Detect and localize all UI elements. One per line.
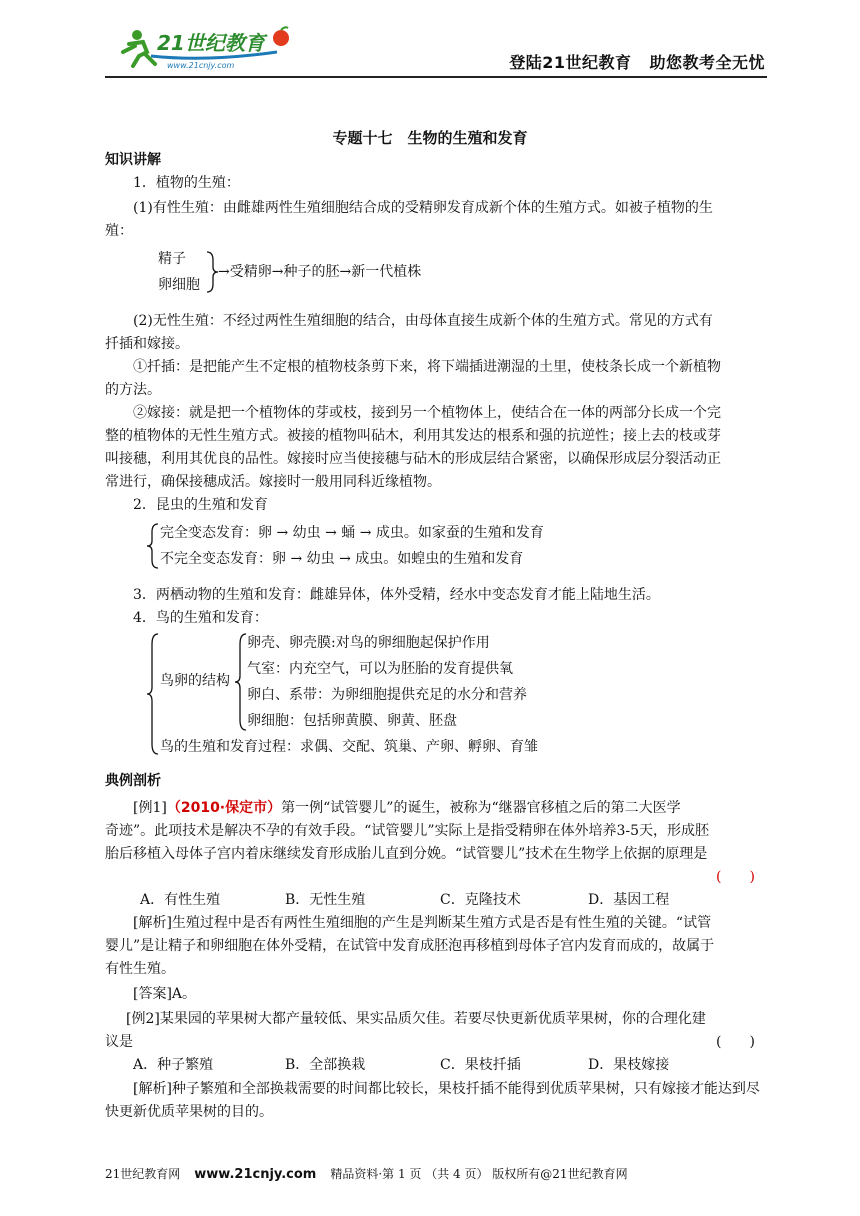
- ex1-answer: [答案]A。: [133, 986, 197, 1002]
- para-cutting-1: ①扦插：是把能产生不定根的植物枝条剪下来，将下端插进潮湿的土里，使枝条长成一个新植物: [133, 359, 721, 375]
- para-asexual-2: 扦插和嫁接。: [105, 336, 189, 352]
- ex2-analysis-2: 快更新优质苹果树的目的。: [105, 1104, 273, 1120]
- footer-site-link[interactable]: www.21cnjy.com: [194, 1167, 317, 1182]
- para-sexual-1: (1)有性生殖：由雌雄两性生殖细胞结合成的受精卵发育成新个体的生殖方式。如被子植物的生: [133, 200, 713, 216]
- para-bird: 4．鸟的生殖和发育：: [133, 610, 268, 626]
- bird-process: 鸟的生殖和发育过程：求偶、交配、筑巢、产卵、孵卵、育雏: [160, 739, 538, 755]
- logo: [117, 26, 297, 72]
- ex1-analysis-3: 有性生殖。: [105, 961, 175, 977]
- ex1-prefix: [例1]: [133, 800, 167, 816]
- apple-icon: [273, 30, 289, 46]
- para-grafting-3: 叫接穗，利用其优良的品性。嫁接时应当使接穗与砧木的形成层结合紧密，以确保形成层分裂活动正: [105, 451, 721, 467]
- ex2-analysis-1: [解析]种子繁殖和全部换栽需要的时间都比较长，果枝扦插不能得到优质苹果树，只有嫁接才能达到尽: [133, 1081, 760, 1097]
- bird-outer-brace: [146, 632, 160, 756]
- ex2-option-d: D．果枝嫁接: [588, 1057, 670, 1073]
- ex1-answer-paren: ( ): [716, 869, 755, 885]
- ex1-line-3: 胎后移植入母体子宫内着床继续发育形成胎儿直到分娩。“试管婴儿”技术在生物学上依据的原理是: [105, 846, 708, 862]
- logo-text: 21世纪教育: [157, 31, 265, 55]
- runner-icon: [123, 30, 155, 66]
- diag-egg: 卵细胞: [158, 277, 200, 293]
- bird-item-1: 卵壳、卵壳膜:对鸟的卵细胞起保护作用: [247, 635, 490, 651]
- section-examples: 典例剖析: [105, 773, 161, 789]
- header-slogan: [509, 50, 765, 73]
- footer-right: 精品资料·第 1 页 （共 4 页） 版权所有@21世纪教育网: [330, 1167, 628, 1181]
- para-sexual-2: 殖：: [105, 223, 133, 239]
- ex2-option-b: B．全部换栽: [285, 1057, 366, 1073]
- para-amphibian: 3．两栖动物的生殖和发育：雌雄异体，体外受精，经水中变态发育才能上陆地生活。: [133, 587, 660, 603]
- slogan-left: 登陆21世纪教育: [509, 53, 632, 72]
- footer-left: 21世纪教育网: [105, 1167, 181, 1181]
- diag-sperm: 精子: [158, 251, 186, 267]
- bird-structure-label: 鸟卵的结构: [160, 673, 230, 689]
- insect-brace: [146, 522, 160, 570]
- ex1-option-a: A．有性生殖: [140, 892, 221, 908]
- ex1-source: （2010·保定市）: [166, 800, 282, 816]
- ex1-line-1: [133, 797, 681, 819]
- para-plant-reproduction: 1．植物的生殖：: [133, 175, 240, 191]
- page-header: [105, 24, 767, 78]
- ex1-text-1: 第一例“试管婴儿”的诞生，被称为“继器官移植之后的第二大医学: [281, 800, 681, 816]
- bird-inner-brace: [234, 632, 248, 732]
- bird-item-3: 卵白、系带：为卵细胞提供充足的水分和营养: [247, 687, 527, 703]
- para-insect: 2．昆虫的生殖和发育: [133, 497, 268, 513]
- para-asexual-1: (2)无性生殖：不经过两性生殖细胞的结合，由母体直接生成新个体的生殖方式。常见的方式有: [133, 313, 713, 329]
- ex1-analysis-1: [解析]生殖过程中是否有两性生殖细胞的产生是判断某生殖方式是否是有性生殖的关键。“试管: [133, 915, 712, 931]
- insect-complete: 完全变态发育：卵 → 幼虫 → 蛹 → 成虫。如家蚕的生殖和发育: [160, 525, 544, 541]
- ex2-line-1: [例2]某果园的苹果树大都产量较低、果实品质欠佳。若要尽快更新优质苹果树，你的合理化建: [126, 1011, 706, 1027]
- ex1-line-2: 奇迹”。此项技术是解决不孕的有效手段。“试管婴儿”实际上是指受精卵在体外培养3-5天，形成胚: [105, 823, 710, 839]
- para-grafting-2: 整的植物体的无性生殖方式。被接的植物叫砧木，利用其发达的根系和强的抗逆性；接上去的枝或芽: [105, 428, 721, 444]
- diag-chain: →受精卵→种子的胚→新一代植株: [218, 264, 422, 280]
- insect-incomplete: 不完全变态发育：卵 → 幼虫 → 成虫。如蝗虫的生殖和发育: [160, 551, 524, 567]
- ex2-line-2: 议是: [105, 1034, 133, 1050]
- ex1-option-c: C．克隆技术: [440, 892, 521, 908]
- ex2-option-c: C．果枝扦插: [440, 1057, 521, 1073]
- page-footer: [105, 1165, 628, 1182]
- para-grafting-4: 常进行，确保接穗成活。嫁接时一般用同科近缘植物。: [105, 474, 441, 490]
- ex1-option-d: D．基因工程: [588, 892, 670, 908]
- para-grafting-1: ②嫁接：就是把一个植物体的芽或枝，接到另一个植物体上，使结合在一体的两部分长成一个完: [133, 405, 721, 421]
- bird-item-2: 气室：内充空气，可以为胚胎的发育提供氧: [247, 661, 513, 677]
- logo-url: www.21cnjy.com: [167, 61, 235, 70]
- ex1-analysis-2: 婴儿”是让精子和卵细胞在体外受精，在试管中发育成胚泡再移植到母体子宫内发育而成的，故属于: [105, 938, 715, 954]
- para-cutting-2: 的方法。: [105, 382, 161, 398]
- slogan-right: 助您教考全无忧: [649, 53, 765, 72]
- ex2-answer-paren: ( ): [716, 1034, 755, 1050]
- ex1-option-b: B．无性生殖: [285, 892, 366, 908]
- bird-item-4: 卵细胞：包括卵黄膜、卵黄、胚盘: [247, 713, 457, 729]
- section-knowledge: 知识讲解: [105, 152, 161, 168]
- page-title: 专题十七 生物的生殖和发育: [332, 129, 528, 147]
- ex2-option-a: A．种子繁殖: [133, 1057, 214, 1073]
